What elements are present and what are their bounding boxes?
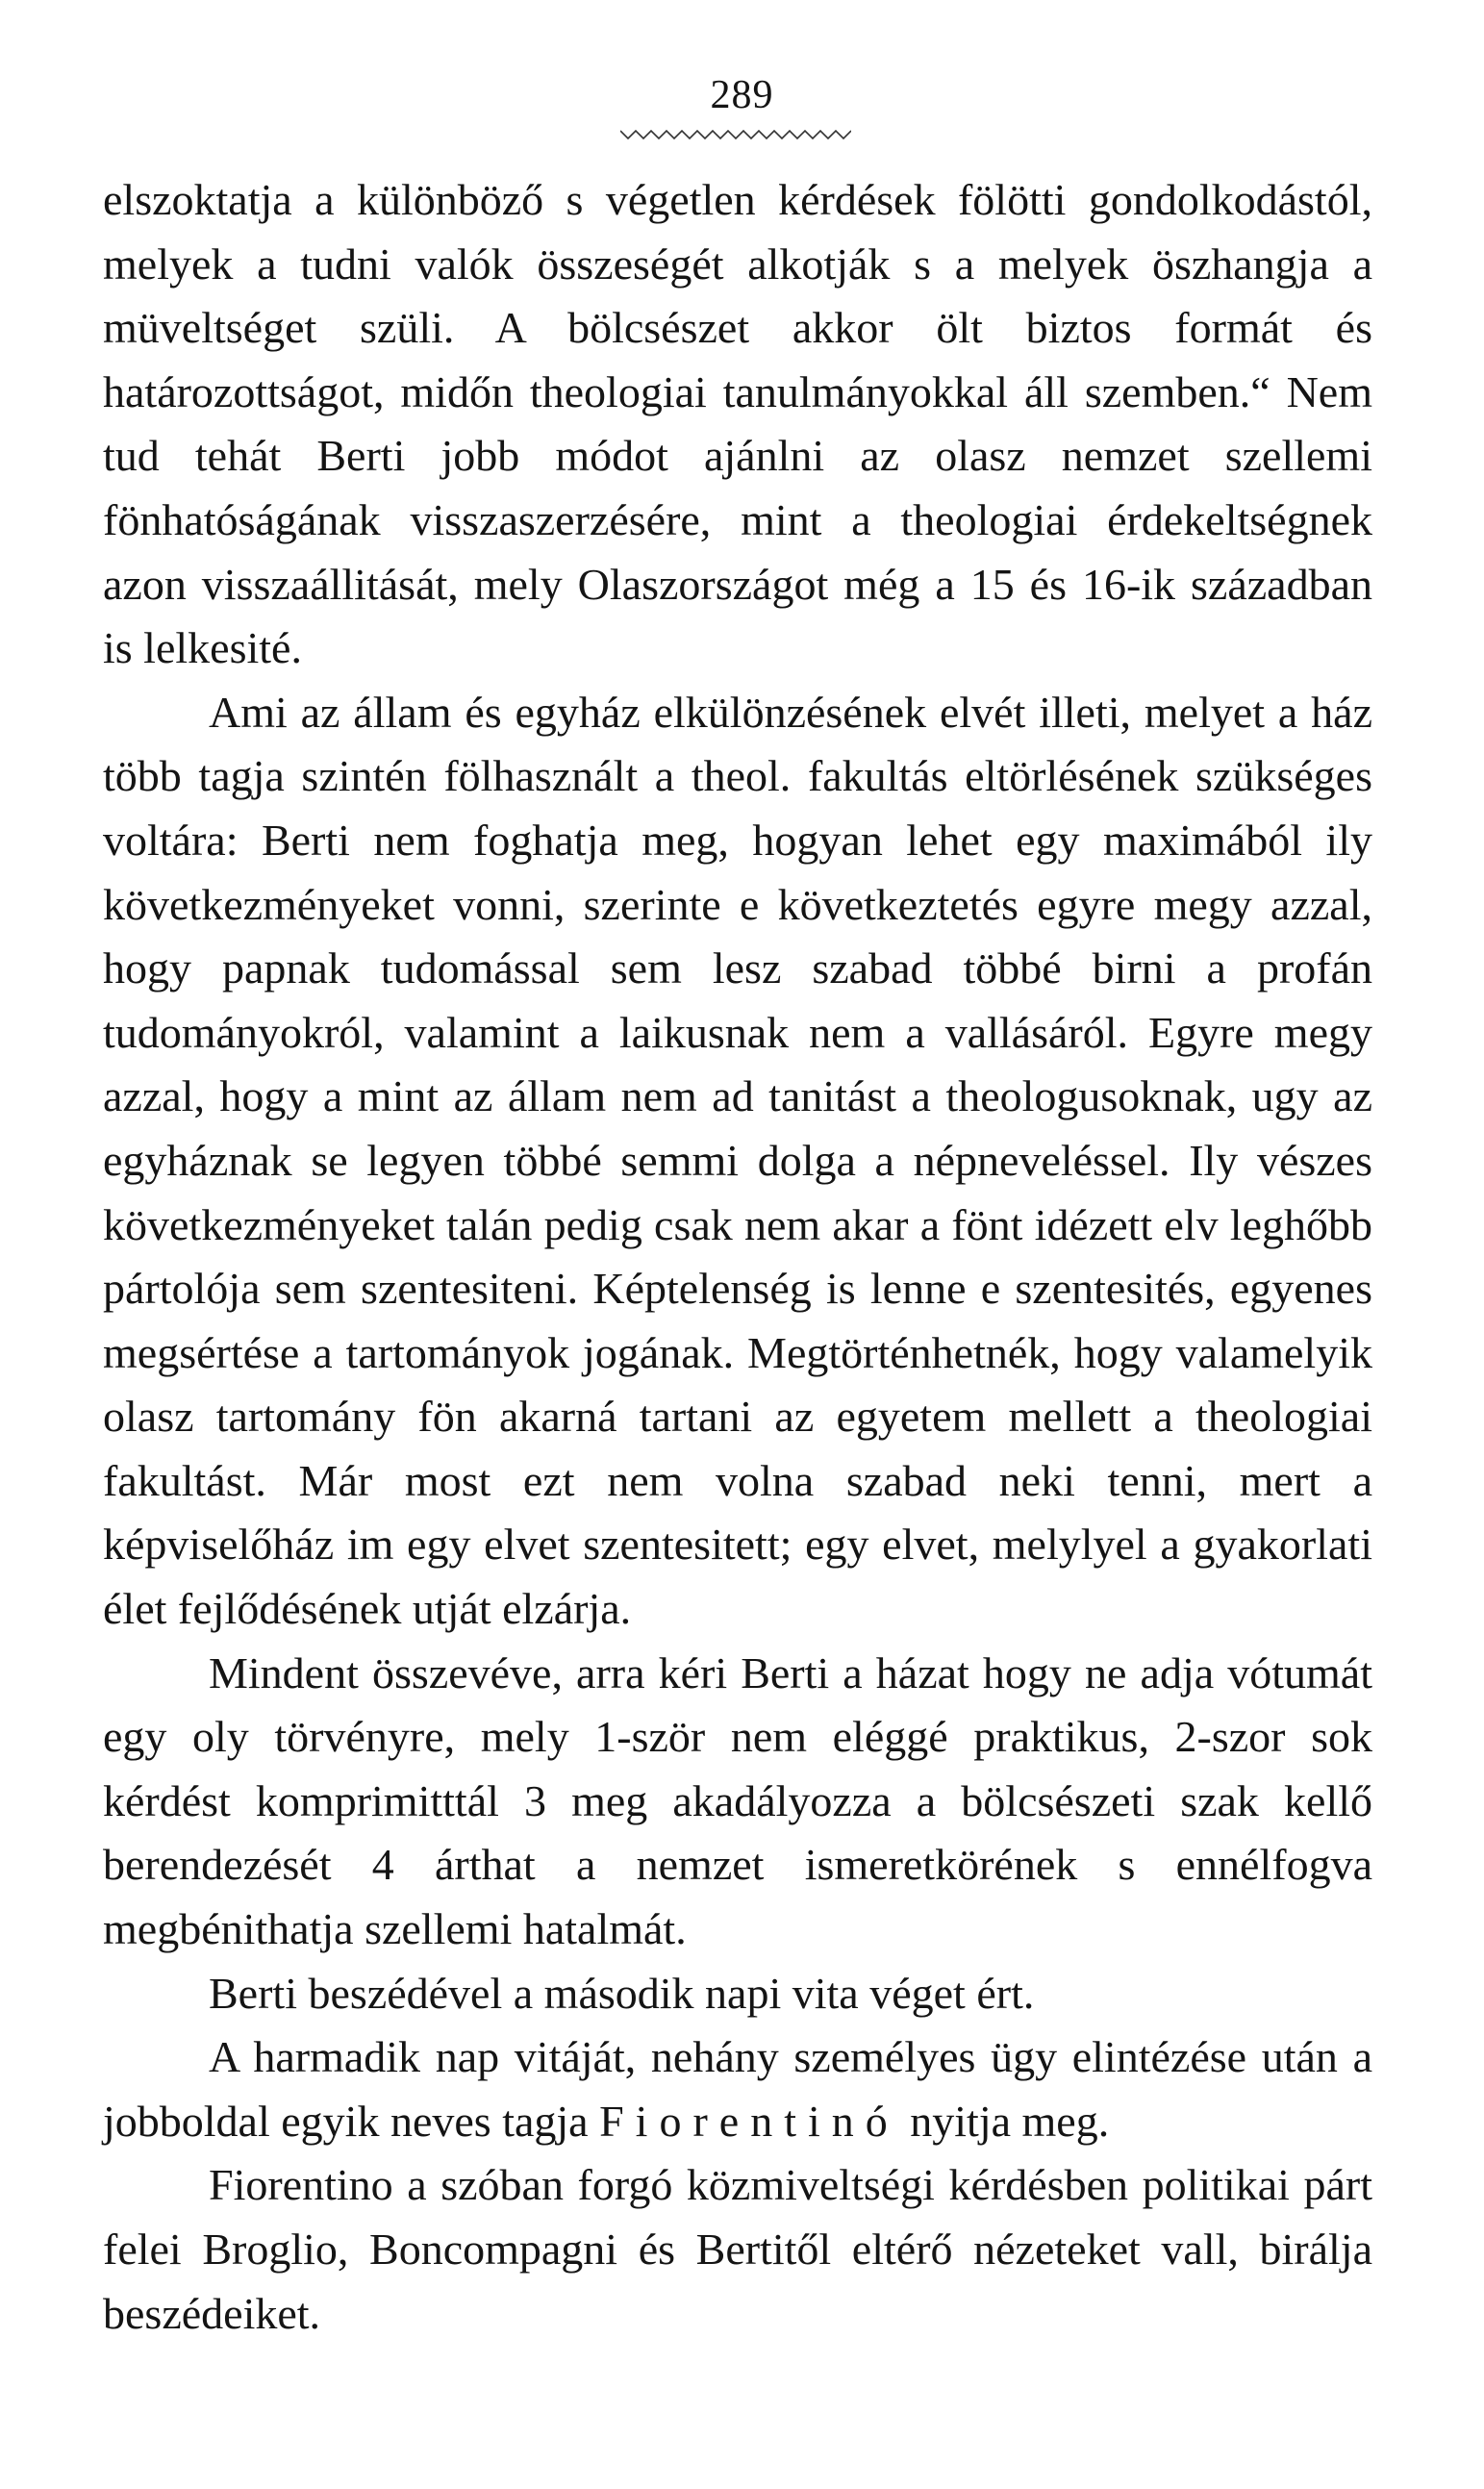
paragraph-1: elszoktatja a különböző s végetlen kérdések fölötti gondolkodástól, melyek a tudni valók összeségét alkotják s a melyek öszhangja a müveltséget szüli. A bölcsészet akkor ölt biztos formát és határozottságot, midőn theologiai tanulmányokkal áll szemben.“ Nem tud tehát Berti jobb módot ajánlni az olasz nemzet szellemi fönhatóságának visszaszerzésére, mint a theologiai érdekeltségnek azon visszaállitását, mely Olaszországot még a 15 és 16-ik században is lelkesité. bbox=[103, 175, 1372, 673]
paragraph-5 bbox=[103, 2025, 1372, 2153]
speaker-name-spaced: Fiorentinó bbox=[599, 2096, 899, 2146]
paragraph-3: Mindent összevéve, arra kéri Berti a házat hogy ne adja vótumát egy oly törvényre, mely 1-ször nem eléggé praktikus, 2-szor sok kérdést komprimitttál 3 meg akadályozza a bölcsészeti szak kellő berendezését 4 árthat a nemzet ismeretkörének s ennélfogva megbénithatja szellemi hatalmát. bbox=[103, 1647, 1372, 1954]
body-text bbox=[103, 168, 1372, 2346]
paragraph-2: Ami az állam és egyház elkülönzésének elvét illeti, melyet a ház több tagja szintén fölhasznált a theol. fakultás eltörlésének szükséges voltára: Berti nem foghatja meg, hogyan lehet egy maximából ily következményeket vonni, szerinte e következtetés egyre megy azzal, hogy papnak tudomással sem lesz szabad többé birni a profán tudományokról, valamint a laikusnak nem a vallásáról. Egyre megy azzal, hogy a mint az állam nem ad tanitást a theologusoknak, ugy az egyháznak se legyen többé semmi dolga a népneveléssel. Ily vészes következményeket talán pedig csak nem akar a fönt idézett elv leghőbb pártolója sem szentesiteni. Képtelenség is lenne e szentesités, egyenes megsértése a tartományok jogának. Megtörténhetnék, hogy valamelyik olasz tartomány fön akarná tartani az egyetem mellett a theologiai fakultást. Már most ezt nem volna szabad neki tenni, mert a képviselőház im egy elvet szentesitett; egy elvet, melylyel a gyakorlati élet fejlődésének utját elzárja. bbox=[103, 687, 1372, 1634]
paragraph-5-text-after: nyitja meg. bbox=[898, 2096, 1110, 2146]
paragraph-5-text-before: A harmadik nap vitáját, nehány személyes ügy elintézése után a jobboldal egyik neves tagja bbox=[103, 2032, 1372, 2146]
wavy-line-ornament-icon bbox=[620, 125, 851, 144]
paragraph-6: Fiorentino a szóban forgó közmiveltségi kérdésben politikai párt felei Broglio, Boncompagni és Bertitől eltérő nézeteket vall, birálja beszédeiket. bbox=[103, 2160, 1372, 2338]
page-number: 289 bbox=[710, 73, 774, 117]
paragraph-4: Berti beszédével a második napi vita véget ért. bbox=[209, 1968, 1035, 2018]
